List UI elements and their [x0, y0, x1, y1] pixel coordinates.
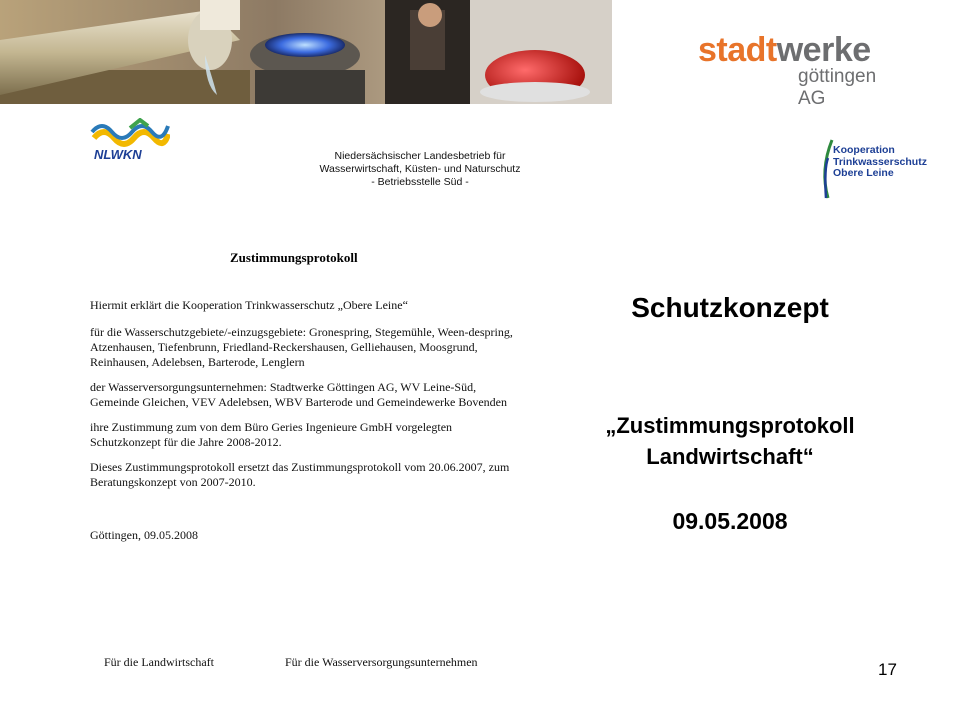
- doc-paragraph-2: für die Wasserschutzgebiete/-einzugsgebiete: Gronespring, Stegemühle, Ween-despring, Atzenhausen, Tiefenbrunn, Friedland-Reckershausen, Gelliehausen, Moosgrund, Reinhausen, Adelebsen, Barterode, Lenglern: [90, 325, 513, 369]
- doc-paragraph-4: ihre Zustimmung zum von dem Büro Geries Ingenieure GmbH vorgelegten Schutzkonzept für die Jahre 2008-2012.: [90, 420, 453, 449]
- slide-subtitle: [560, 410, 900, 472]
- document-title: Zustimmungsprotokoll: [230, 250, 358, 265]
- koop-line-1: Kooperation: [833, 144, 895, 156]
- agency-line-2: Wasserwirtschaft, Küsten- und Naturschutz: [319, 163, 521, 175]
- doc-paragraph-3: der Wasserversorgungsunternehmen: Stadtwerke Göttingen AG, WV Leine-Süd, Gemeinde Gleichen, VEV Adelebsen, WBV Barterode und Gemeindewerke Bovenden: [90, 380, 507, 409]
- agency-line-3: - Betriebsstelle Süd -: [371, 176, 469, 188]
- slide-title: Schutzkonzept: [631, 292, 829, 323]
- doc-paragraph-1: Hiermit erklärt die Kooperation Trinkwasserschutz „Obere Leine“: [90, 298, 408, 312]
- nlwkn-wordmark: NLWKN: [94, 147, 142, 162]
- slide-date: 09.05.2008: [672, 508, 788, 534]
- kooperation-logo-text: [833, 145, 927, 180]
- koop-line-2: Trinkwasserschutz: [833, 155, 927, 168]
- agency-header: [300, 150, 540, 189]
- stadtwerke-logo: [698, 30, 898, 110]
- brand-word-werke: werke: [776, 31, 871, 69]
- header-photo-collage: [0, 0, 612, 104]
- document-body: [90, 298, 520, 553]
- page-number: 17: [878, 660, 897, 679]
- signature-label-right: Für die Wasserversorgungsunternehmen: [285, 655, 478, 669]
- slide-subtitle-line-2: Landwirtschaft“: [646, 444, 814, 469]
- slide-subtitle-line-1: „Zustimmungsprotokoll: [605, 413, 855, 438]
- doc-place-date: Göttingen, 09.05.2008: [90, 528, 198, 542]
- koop-line-3: Obere Leine: [833, 167, 894, 179]
- signature-label-left: Für die Landwirtschaft: [104, 655, 214, 669]
- brand-subtitle: göttingen AG: [798, 66, 877, 109]
- brand-word-stadt: stadt: [698, 31, 777, 69]
- doc-paragraph-5: Dieses Zustimmungsprotokoll ersetzt das Zustimmungsprotokoll vom 20.06.2007, zum Beratungskonzept von 2007-2010.: [90, 460, 510, 489]
- header-photo-banner: [0, 0, 612, 104]
- agency-line-1: Niedersächsischer Landesbetrieb für: [334, 150, 506, 162]
